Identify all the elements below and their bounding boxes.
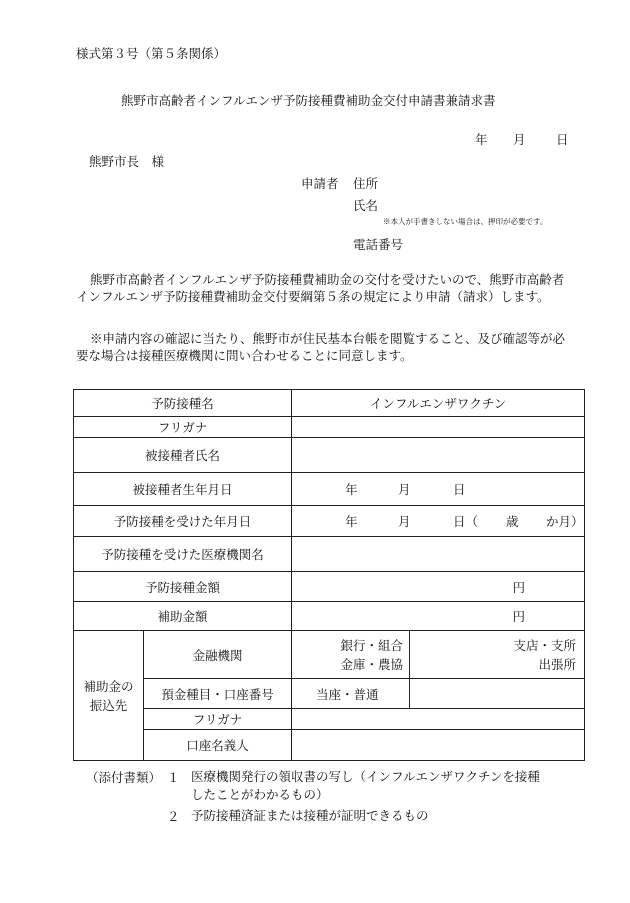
transfer-label: 補助金の 振込先 (74, 631, 144, 761)
furigana-label: フリガナ (74, 417, 292, 438)
attachment-item: 予防接種済証または接種が証明できるもの (191, 808, 429, 823)
bank-type-field[interactable]: 銀行・組合 金庫・農協 (292, 631, 410, 679)
age-years: 歳 (506, 514, 519, 529)
yen-unit: 円 (512, 579, 526, 595)
vaccination-date-label: 予防接種を受けた年月日 (74, 506, 292, 537)
clinic-label: 予防接種を受けた医療機関名 (74, 537, 292, 572)
vaccination-day: 日（ (453, 514, 479, 529)
date-day: 日 (556, 132, 569, 147)
table-row (74, 679, 585, 709)
form-number: 様式第３号（第５条関係） (76, 46, 227, 61)
age-months: か月） (546, 514, 584, 529)
table-row (74, 438, 585, 473)
table-row (74, 730, 585, 761)
birth-date-label: 被接種者生年月日 (74, 473, 292, 506)
subsidy-field[interactable] (292, 602, 585, 631)
patient-name-field[interactable] (292, 438, 585, 473)
table-row (74, 537, 585, 572)
fee-label: 予防接種金額 (74, 572, 292, 602)
address-label: 住所 (353, 176, 379, 191)
attachment-item: 医療機関発行の領収書の写し（インフルエンザワクチンを接種 したことがわかるもの） (191, 769, 540, 802)
vaccination-date-field[interactable] (292, 506, 585, 537)
holder-furigana-field[interactable] (292, 709, 585, 730)
table-row (74, 631, 585, 679)
clinic-field[interactable] (292, 537, 585, 572)
birth-day: 日 (453, 482, 466, 497)
request-paragraph: 熊野市高齢者インフルエンザ予防接種費補助金の交付を受けたいので、熊野市高齢者インフルエンザ予防接種費補助金交付要綱第５条の規定により申請（請求）します。 (76, 272, 565, 304)
furigana-field[interactable] (292, 417, 585, 438)
branch-field[interactable]: 支店・支所 出張所 (410, 631, 585, 679)
table-row (74, 709, 585, 730)
vaccine-name-value: インフルエンザワクチン (292, 390, 585, 417)
vaccination-month: 月 (398, 514, 411, 529)
addressee: 熊野市長 様 (89, 154, 165, 169)
date-month: 月 (513, 132, 526, 147)
birth-year: 年 (345, 482, 358, 497)
form-title: 熊野市高齢者インフルエンザ予防接種費補助金交付申請書兼請求書 (121, 93, 496, 108)
attachments-label: （添付書類） (86, 770, 162, 785)
yen-unit: 円 (512, 609, 526, 624)
attachment-number: ２ (167, 809, 180, 824)
name-label: 氏名 (353, 198, 379, 213)
bank-label: 金融機関 (144, 631, 292, 679)
consent-paragraph: ※申請内容の確認に当たり、熊野市が住民基本台帳を閲覧すること、及び確認等が必要な場合は接種医療機関に問い合わせることに同意します。 (76, 331, 566, 363)
birth-date-field[interactable] (292, 473, 585, 506)
table-row (74, 572, 585, 602)
table-row (74, 417, 585, 438)
account-type-field[interactable]: 当座・普通 (292, 679, 410, 709)
holder-furigana-label: フリガナ (144, 709, 292, 730)
applicant-label: 申請者 (301, 176, 339, 191)
holder-label: 口座名義人 (144, 730, 292, 761)
subsidy-label: 補助金額 (74, 602, 292, 631)
application-table (73, 389, 585, 761)
phone-label: 電話番号 (353, 237, 404, 252)
fee-field[interactable] (292, 572, 585, 602)
seal-note: ※本人が手書きしない場合は、押印が必要です。 (383, 217, 548, 226)
table-row (74, 602, 585, 631)
birth-month: 月 (398, 482, 411, 497)
account-number-field[interactable] (410, 679, 585, 709)
table-row (74, 506, 585, 537)
attachment-number: １ (167, 770, 180, 785)
date-year: 年 (475, 132, 488, 147)
patient-name-label: 被接種者氏名 (74, 438, 292, 473)
holder-field[interactable] (292, 730, 585, 761)
vaccination-year: 年 (345, 514, 358, 529)
account-label: 預金種目・口座番号 (144, 679, 292, 709)
vaccine-name-label: 予防接種名 (74, 390, 292, 417)
table-row (74, 390, 585, 417)
table-row (74, 473, 585, 506)
